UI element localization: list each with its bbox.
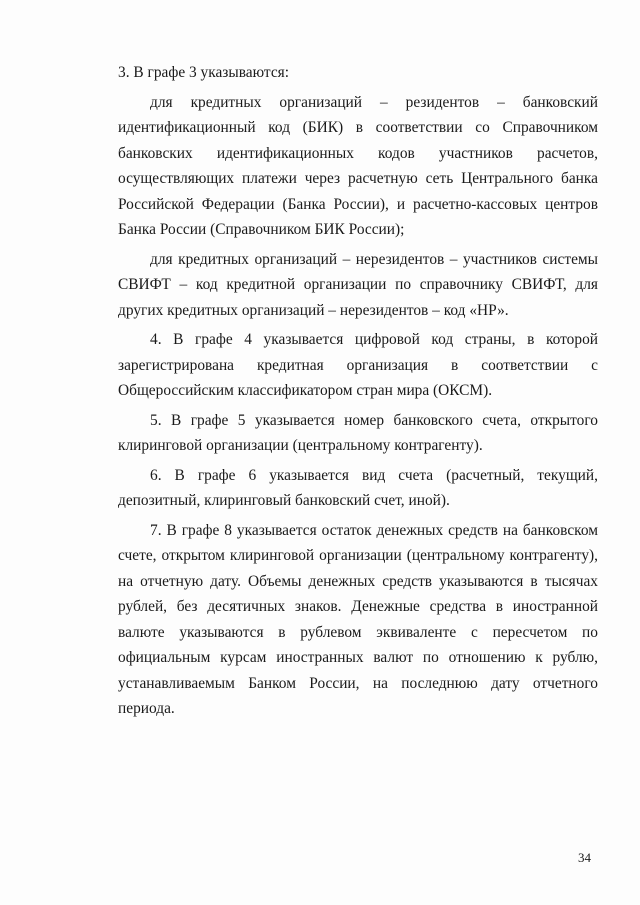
paragraph-item-5: 5. В графе 5 указывается номер банковского счета, открытого клиринговой организации (центральному контрагенту). [118,411,598,454]
document-body [118,60,598,726]
page-number: 34 [578,850,591,865]
paragraph-resident-bik: для кредитных организаций – резидентов – банковский идентификационный код (БИК) в соответствии со Справочником банковских идентификационных кодов участников расчетов, осуществляющих платежи через расчетную сеть Центрального банка Российской Федерации (Банка России), и расчетно-кассовых центров Банка России (Справочником БИК России); [118,93,598,238]
paragraph-item-3-heading: 3. В графе 3 указываются: [118,64,290,81]
paragraph-item-6: 6. В графе 6 указывается вид счета (расчетный, текущий, депозитный, клиринговый банковский счет, иной). [118,466,598,509]
paragraph-nonresident-swift: для кредитных организаций – нерезидентов – участников системы СВИФТ – код кредитной организации по справочнику СВИФТ, для других кредитных организаций – нерезидентов – код «НР». [118,250,598,319]
paragraph-item-4: 4. В графе 4 указывается цифровой код страны, в которой зарегистрирована кредитная организация в соответствии с Общероссийским классификатором стран мира (ОКСМ). [118,331,598,399]
paragraph-item-7: 7. В графе 8 указывается остаток денежных средств на банковском счете, открытом клиринговой организации (центральному контрагенту), на отчетную дату. Объемы денежных средств указываются в тысячах рублей, без десятичных знаков. Денежные средства в иностранной валюте указываются в рублевом эквиваленте с пересчетом по официальным курсам иностранных валют по отношению к рублю, устанавливаемым Банком России, на последнюю дату отчетного периода. [118,521,598,717]
